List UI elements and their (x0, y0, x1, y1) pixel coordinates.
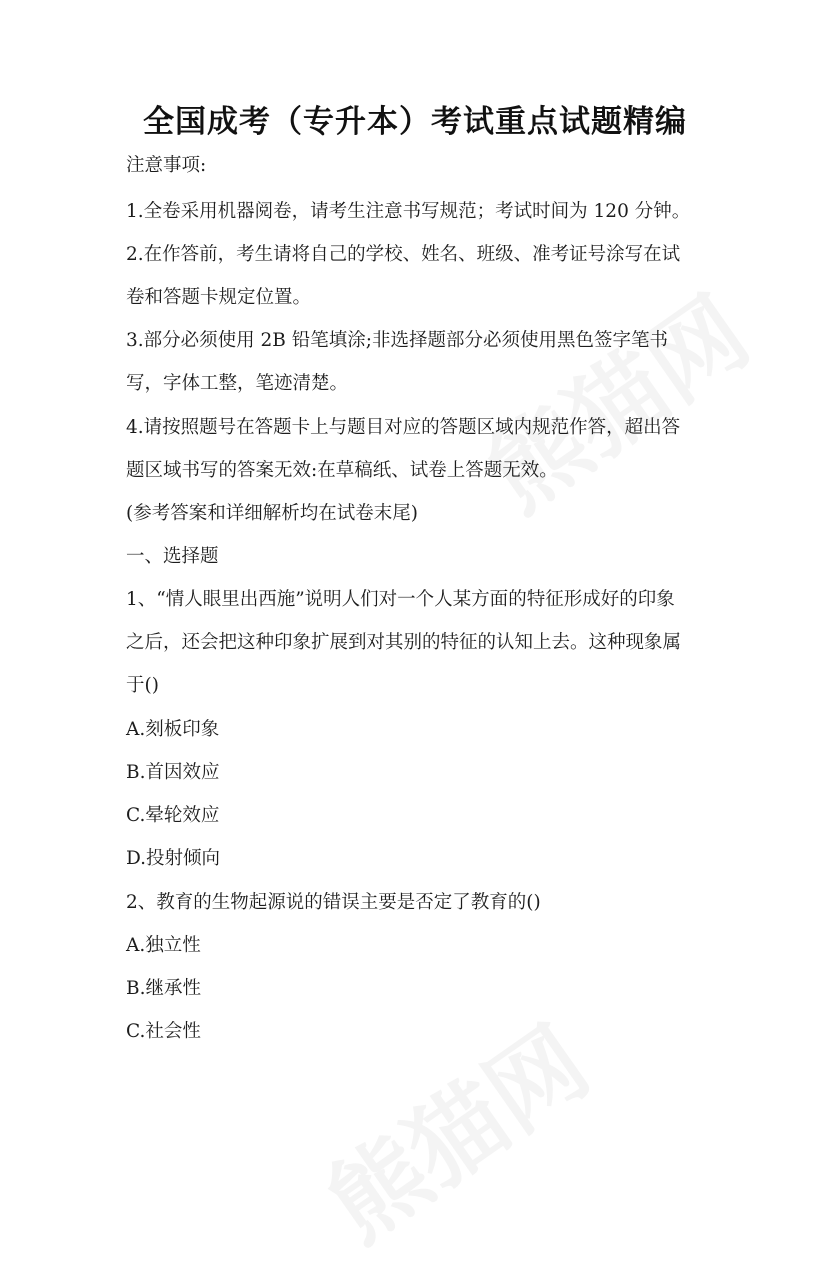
question-1-stem-line-2: 之后，还会把这种印象扩展到对其别的特征的认知上去。这种现象属 (126, 632, 682, 653)
answer-note: (参考答案和详细解析均在试卷末尾) (126, 503, 418, 524)
question-2-option-a: A.独立性 (126, 935, 201, 956)
document-title: 全国成考（专升本）考试重点试题精编 (143, 104, 687, 140)
question-1-option-d: D.投射倾向 (126, 848, 221, 869)
question-1-stem-line-1: 1、“情人眼里出西施”说明人们对一个人某方面的特征形成好的印象 (126, 589, 675, 610)
notice-item-4-line-2: 题区域书写的答案无效:在草稿纸、试卷上答题无效。 (126, 460, 558, 481)
notice-item-1: 1.全卷采用机器阅卷，请考生注意书写规范；考试时间为 120 分钟。 (126, 201, 691, 222)
question-1-option-c: C.晕轮效应 (126, 805, 220, 826)
question-2-option-b: B.继承性 (126, 978, 201, 999)
notice-item-3-line-2: 写，字体工整，笔迹清楚。 (126, 373, 349, 394)
notice-heading: 注意事项: (126, 155, 207, 176)
notice-item-2-line-2: 卷和答题卡规定位置。 (126, 287, 312, 308)
notice-item-3-line-1: 3.部分必须使用 2B 铅笔填涂;非选择题部分必须使用黑色签字笔书 (126, 330, 669, 351)
question-2-option-c: C.社会性 (126, 1021, 201, 1042)
question-1-stem-line-3: 于() (126, 675, 159, 696)
question-2-stem-line-1: 2、教育的生物起源说的错误主要是否定了教育的() (126, 892, 541, 913)
question-1-option-a: A.刻板印象 (126, 719, 220, 740)
question-1-option-b: B.首因效应 (126, 762, 220, 783)
notice-item-4-line-1: 4.请按照题号在答题卡上与题目对应的答题区域内规范作答，超出答 (126, 417, 681, 438)
notice-item-2-line-1: 2.在作答前，考生请将自己的学校、姓名、班级、准考证号涂写在试 (126, 244, 681, 265)
section-heading: 一、选择题 (126, 546, 219, 567)
